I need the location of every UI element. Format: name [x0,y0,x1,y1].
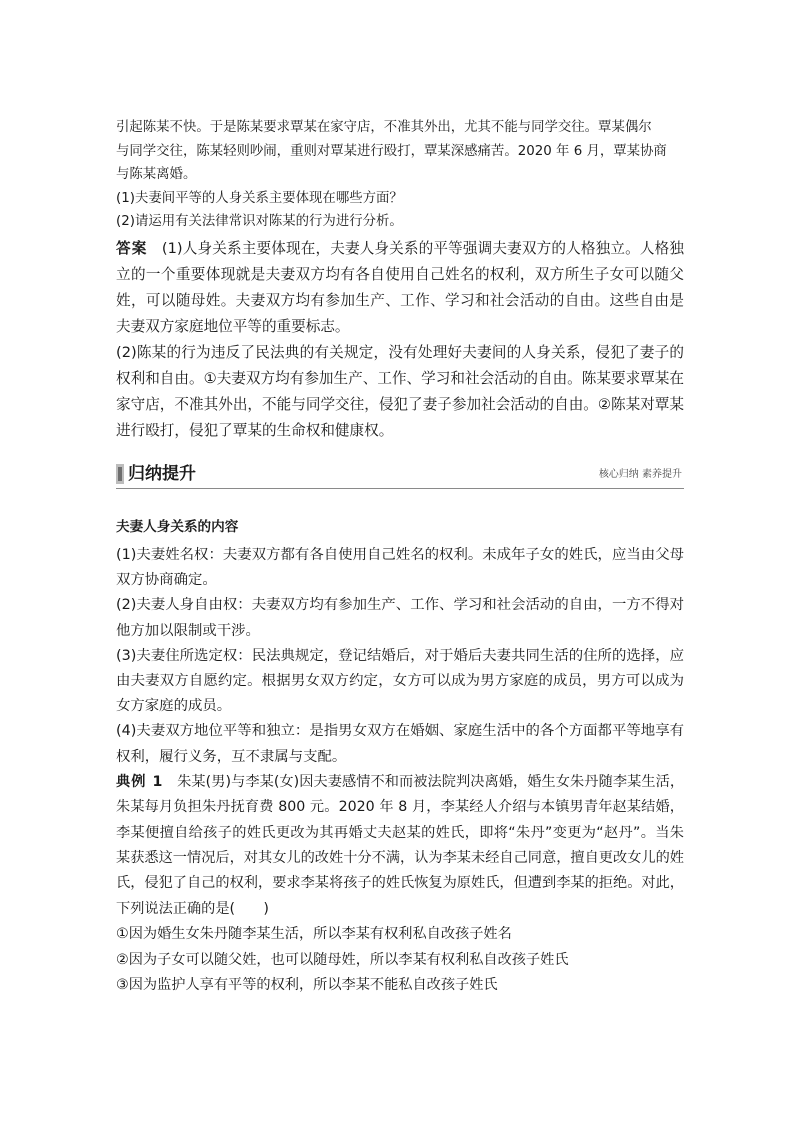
answer-block [116,236,684,444]
summary-title: 夫妻人身关系的内容 [116,518,239,535]
question-1: (1)夫妻间平等的人身关系主要体现在哪些方面？ [116,190,403,206]
example-body [116,770,684,922]
section-header [116,462,684,489]
answer-tag: 答案 [116,239,148,257]
summary-item: (2)夫妻人身自由权：夫妻双方均有参加生产、工作、学习和社会活动的自由，一方不得对他方加以限制或干涉。 [116,597,684,639]
summary-block [116,515,684,770]
summary-item: (3)夫妻住所选定权：民法典规定，登记结婚后，对于婚后夫妻共同生活的住所的选择，应由夫妻双方自愿约定。根据男女双方约定，女方可以成为男方家庭的成员，男方可以成为女方家庭的成员。 [116,647,684,715]
intro-line: 引起陈某不快。于是陈某要求覃某在家守店，不准其外出，尤其不能与同学交往。覃某偶尔 [116,120,652,135]
example-tag: 典例 1 [116,773,164,790]
section-subtitle: 核心归纳 素养提升 [598,468,682,480]
intro-line: 与陈某离婚。 [116,167,197,183]
document-page [116,116,684,998]
answer-text-1: (1)人身关系主要体现在，夫妻人身关系的平等强调夫妻双方的人格独立。人格独立的一个重要体现就是夫妻双方均有各自使用自己姓名的权利，双方所生子女可以随父姓，可以随母姓。夫妻双方均有参加生产、工作、学习和社会活动的自由。这些自由是夫妻双方家庭地位平等的重要标志。 [116,239,684,335]
example-option: ①因为婚生女朱丹随李某生活，所以李某有权利私自改孩子姓名 [116,926,512,943]
intro-line: 与同学交往，陈某轻则吵闹，重则对覃某进行殴打，覃某深感痛苦。2020 年 6 月，覃某协商 [116,143,667,159]
case-intro [116,116,684,234]
question-2: (2)请运用有关法律常识对陈某的行为进行分析。 [116,214,403,230]
summary-item: (4)夫妻双方地位平等和独立：是指男女双方在婚姻、家庭生活中的各个方面都平等地享有权利，履行义务，互不隶属与支配。 [116,723,684,765]
example-option: ③因为监护人享有平等的权利，所以李某不能私自改孩子姓氏 [116,977,498,994]
example-text: 朱某(男)与李某(女)因夫妻感情不和而被法院判决离婚，婚生女朱丹随李某生活，朱某每月负担朱丹抚育费 800 元。2020 年 8 月，李某经人介绍与本镇男青年赵某结婚，李某便擅自给孩子的姓氏更改为其再婚丈夫赵某的姓氏，即将“朱丹”变更为“赵丹”。当朱某获悉这一情况后，对其女儿的改姓十分不满，认为李某未经自己同意，擅自更改女儿的姓氏，侵犯了自己的权利，要求李某将孩子的姓氏恢复为原姓氏，但遭到李某的拒绝。对此，下列说法正确的是( ) [116,773,685,917]
summary-item: (1)夫妻姓名权：夫妻双方都有各自使用自己姓名的权利。未成年子女的姓氏，应当由父母双方协商确定。 [116,546,684,589]
answer-part-2: (2)陈某的行为违反了民法典的有关规定，没有处理好夫妻间的人身关系，侵犯了妻子的权利和自由。①夫妻双方均有参加生产、工作、学习和社会活动的自由。陈某要求覃某在家守店，不准其外出，不能与同学交往，侵犯了妻子参加社会活动的自由。②陈某对覃某进行殴打，侵犯了覃某的生命权和健康权。 [116,343,684,439]
section-title: 归纳提升 [128,463,196,484]
example-block [116,770,684,999]
example-option: ②因为子女可以随父姓，也可以随母姓，所以李某有权利私自改孩子姓氏 [116,951,569,968]
answer-part-1 [116,236,684,340]
section-marker-icon [116,464,124,484]
